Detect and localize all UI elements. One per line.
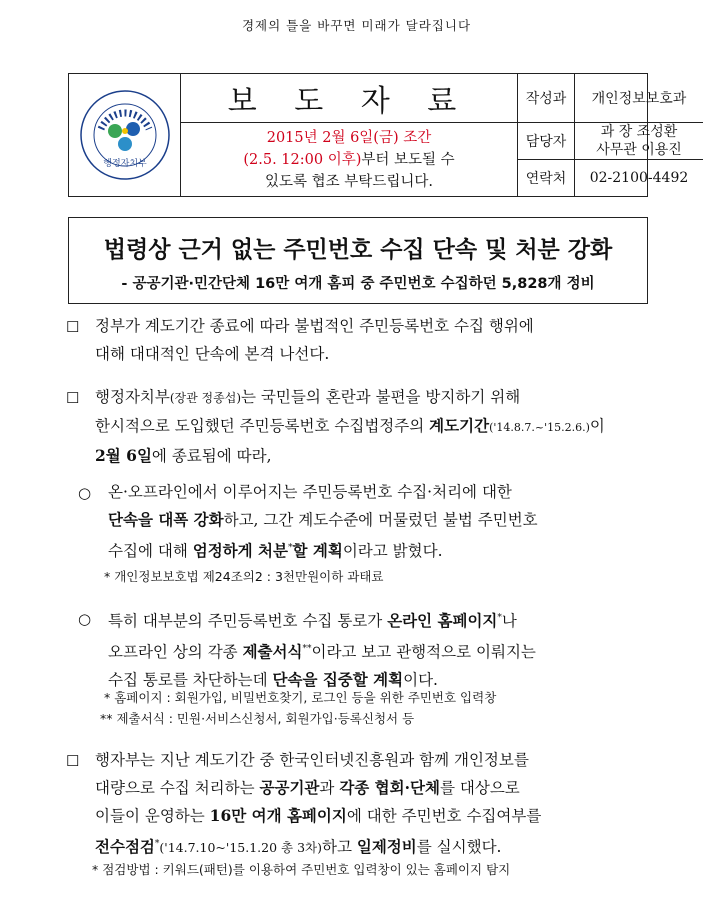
text: 단속을 집중할 계획 xyxy=(272,670,404,690)
headline-subtitle: - 공공기관·민간단체 16만 여개 홈피 중 주민번호 수집하던 5,828개 정비 xyxy=(121,276,595,292)
officer-name: 사무관 이용진 xyxy=(596,142,682,158)
paragraph-line: 정부가 계도기간 종료에 따라 불법적인 주민등록번호 수집 행위에 xyxy=(95,317,534,335)
footnote-4: * 점검방법 : 키워드(패턴)를 이용하여 주민번호 입력창이 있는 홈페이지 탐지 xyxy=(92,862,511,877)
headline-box xyxy=(68,217,648,304)
text: ('14.8.7.~'15.2.6.) xyxy=(489,421,590,434)
headline-title: 법령상 근거 없는 주민번호 수집 단속 및 처분 강화 xyxy=(103,237,613,263)
contact-person-value xyxy=(575,123,703,160)
text: 를 실시했다. xyxy=(416,838,502,857)
text: 각종 협회·단체 xyxy=(339,778,440,797)
embargo-text: 부터 보도될 수 xyxy=(361,151,455,168)
sub-paragraph-2: 특히 대부분의 주민등록번호 수집 통로가 온라인 홈페이지*나 오프라인 상의 각종 제출서식**이라고 보고 관행적으로 이뤄지는 수집 통로를 차단하는데 단속을 집중할 계획이다. xyxy=(108,611,536,690)
contact-person-label: 담당자 xyxy=(518,123,575,160)
ministry-logo-cell xyxy=(69,74,181,196)
text: 수집 통로를 차단하는데 xyxy=(108,671,273,690)
text: ('14.7.10~'15.1.20 총 3차) xyxy=(159,840,322,856)
footnote-3: ** 제출서식 : 민원·서비스신청서, 회원가입·등록신청서 등 xyxy=(100,711,415,726)
manager-name: 과 장 조성환 xyxy=(600,124,678,140)
sub-paragraph-1: 온·오프라인에서 이루어지는 주민등록번호 수집·처리에 대한 단속을 대폭 강화하고, 그간 계도수준에 머물렀던 불법 주민번호 수집에 대해 엄정하게 처분*할 계획이라고 밝혔다. xyxy=(108,478,538,565)
text: 16만 여개 홈페이지 xyxy=(209,806,347,825)
footnote-1: * 개인정보보호법 제24조의2 : 3천만원이하 과태료 xyxy=(104,569,384,584)
text: 는 국민들의 혼란과 불편을 방지하기 위해 xyxy=(241,388,521,406)
author-value: 개인정보보호과 xyxy=(575,74,703,123)
text: 에 종료됨에 따라, xyxy=(151,447,272,465)
phone-label: 연락처 xyxy=(518,160,575,196)
phone-value: 02-2100-4492 xyxy=(589,170,689,186)
text: 일제정비 xyxy=(356,837,417,857)
text: 단속을 대폭 강화 xyxy=(108,510,224,529)
text: 할 계획 xyxy=(292,541,343,561)
text: (장관 정종섭) xyxy=(169,391,242,405)
text: 이라고 보고 관행적으로 이뤄지는 xyxy=(311,643,536,662)
square-bullet-icon: ☐ xyxy=(66,752,80,770)
text: 에 대한 주민번호 수집여부를 xyxy=(346,807,542,825)
footnote-2: * 홈페이지 : 회원가입, 비밀번호찾기, 로그인 등을 위한 주민번호 입력창 xyxy=(104,690,497,705)
text: 오프라인 상의 각종 xyxy=(108,643,243,662)
text: 제출서식 xyxy=(242,642,303,662)
paragraph-line: 행자부는 지난 계도기간 중 한국인터넷진흥원과 함께 개인정보를 xyxy=(95,751,529,769)
text: 하고, 그간 계도수준에 머물렀던 불법 주민번호 xyxy=(223,511,538,529)
text: 전수점검 xyxy=(95,837,155,857)
text: 수집에 대해 xyxy=(108,542,193,561)
author-label: 작성과 xyxy=(518,74,575,123)
text: 이들이 운영하는 xyxy=(95,807,210,825)
circle-bullet-icon: ○ xyxy=(78,484,92,502)
square-bullet-icon: ☐ xyxy=(66,318,80,336)
text: 2월 6일 xyxy=(95,446,152,465)
paragraph-2 xyxy=(95,383,605,470)
text: 한시적으로 도입했던 주민등록번호 수집법정주의 xyxy=(95,417,430,435)
text: 이다. xyxy=(403,671,438,690)
paragraph-line: 온·오프라인에서 이루어지는 주민등록번호 수집·처리에 대한 xyxy=(108,483,512,501)
embargo-time: (2.5. 12:00 이후) xyxy=(243,151,362,168)
press-release-title: 보 도 자 료 xyxy=(181,74,518,123)
text: 하고 xyxy=(321,838,357,857)
paragraph-line: 대해 대대적인 단속에 본격 나선다. xyxy=(95,345,330,363)
text: 과 xyxy=(319,779,340,797)
square-bullet-icon: ☐ xyxy=(66,389,80,407)
text: 행정자치부 xyxy=(95,388,170,406)
embargo-date: 2015년 2월 6일(금) 조간 xyxy=(266,129,432,146)
text: 특히 대부분의 주민등록번호 수집 통로가 xyxy=(108,612,388,631)
embargo-notice xyxy=(181,123,518,196)
embargo-text-2: 있도록 협조 부탁드립니다. xyxy=(265,173,433,190)
ministry-logo xyxy=(79,89,171,181)
text: 대량으로 수집 처리하는 xyxy=(95,779,260,797)
paragraph-3: 행자부는 지난 계도기간 중 한국인터넷진흥원과 함께 개인정보를 대량으로 수집 처리하는 공공기관과 각종 협회·단체를 대상으로 이들이 운영하는 16만 여개 홈페이지에 대한 주민번호 수집여부를 전수점검*('14.7.10~'15.1.20 총 3차)하고 일제정비를 실시했다. xyxy=(95,746,541,862)
text: 를 대상으로 xyxy=(439,779,520,797)
text: 공공기관 xyxy=(259,778,320,797)
svg-text:행정자치부: 행정자치부 xyxy=(102,159,147,169)
paragraph-1 xyxy=(95,312,534,368)
press-release-header xyxy=(68,73,689,197)
text: 이 xyxy=(589,417,605,435)
text: 엄정하게 처분 xyxy=(192,541,288,561)
text: 이라고 밝혔다. xyxy=(342,542,443,561)
text: 나 xyxy=(501,612,517,631)
text: 계도기간 xyxy=(429,416,490,435)
text: 온라인 홈페이지 xyxy=(387,611,498,631)
circle-bullet-icon: ○ xyxy=(78,610,92,628)
slogan: 경제의 틀을 바꾸면 미래가 달라집니다 xyxy=(241,18,472,33)
